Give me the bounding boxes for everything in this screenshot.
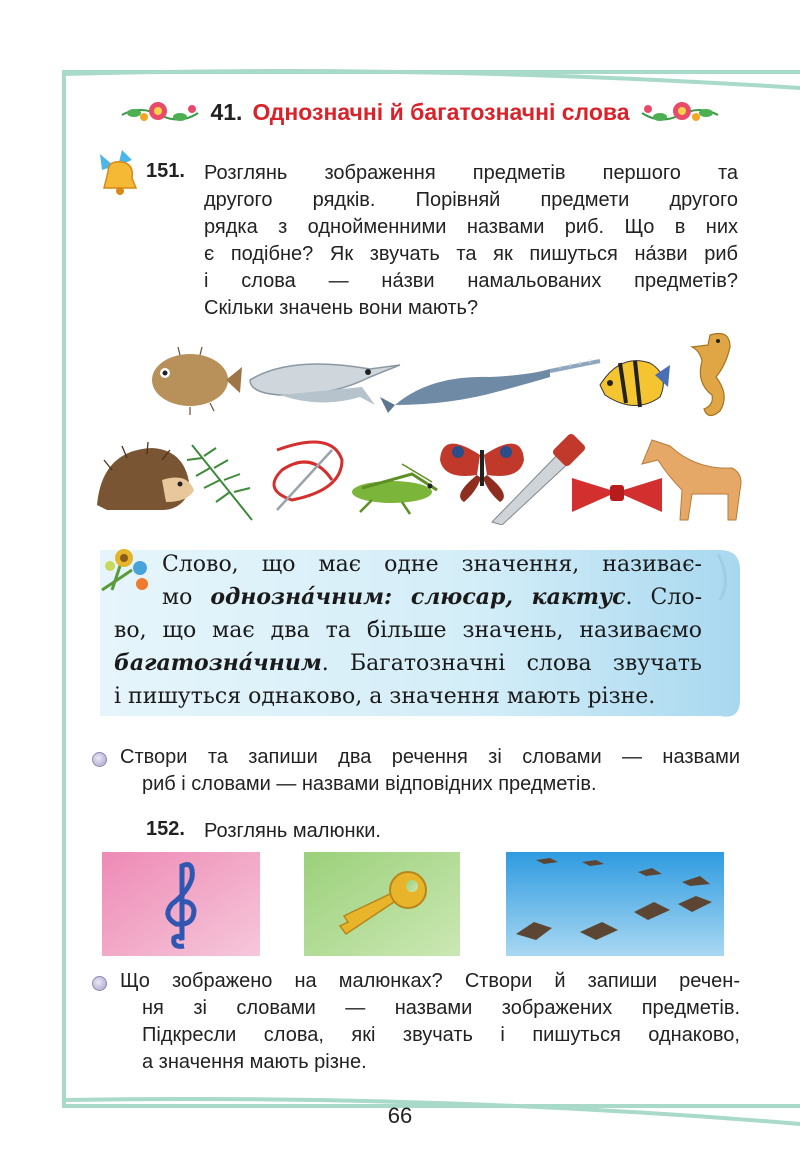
text-line: Підкресли слова, які звучать і пишуться однаково, bbox=[142, 1024, 740, 1046]
bullet-icon bbox=[92, 976, 107, 991]
bow-tie-icon bbox=[572, 478, 662, 512]
task-152-number: 152. bbox=[146, 818, 185, 840]
lesson-number: 41. bbox=[210, 98, 243, 125]
rule-fragment: : bbox=[384, 584, 411, 610]
text-line: Скільки значень вони мають? bbox=[204, 297, 479, 319]
bullet-1-text bbox=[120, 744, 740, 798]
rule-fragment: . Сло- bbox=[625, 585, 703, 610]
text-line: а значення мають різне. bbox=[142, 1051, 367, 1073]
key-icon bbox=[304, 852, 460, 956]
page-number: 66 bbox=[387, 1103, 413, 1128]
rule-line bbox=[114, 581, 702, 614]
floral-ornament-icon bbox=[120, 97, 200, 127]
rule-text bbox=[114, 548, 702, 713]
bell-icon bbox=[92, 148, 144, 196]
text-line: рядка з однойменними назвами риб. Що в них bbox=[204, 216, 738, 238]
seahorse-icon bbox=[692, 334, 730, 416]
rule-line bbox=[114, 647, 702, 680]
fish-row bbox=[130, 325, 750, 425]
task-152-text: Розглянь малюнки. bbox=[204, 820, 381, 842]
task-151-text bbox=[204, 160, 738, 322]
fish-puffer-icon bbox=[152, 347, 242, 415]
lesson-title: Однозначні й багатозначні слова bbox=[252, 98, 630, 125]
fir-branch-icon bbox=[187, 445, 252, 520]
rule-line: Слово, що має одне значення, називає- bbox=[162, 552, 702, 577]
bullet-icon bbox=[92, 752, 107, 767]
text-line: риб і словами — назвами відповідних предметів. bbox=[142, 773, 597, 795]
text-line: другого рядків. Порівняй предмети другого bbox=[204, 189, 738, 211]
butterfly-icon bbox=[440, 444, 524, 502]
rule-examples: слюсар, кактус bbox=[410, 584, 626, 610]
text-line: є подібне? Як звучать та як пишуться на́зви риб bbox=[204, 243, 738, 265]
objects-row bbox=[92, 430, 742, 525]
bullet-2-text bbox=[120, 968, 740, 1076]
fish-needlefish-icon bbox=[250, 364, 400, 405]
task-151-number: 151. bbox=[146, 160, 185, 182]
rule-fragment: мо bbox=[162, 585, 211, 610]
grasshopper-icon bbox=[352, 464, 437, 514]
lesson-heading bbox=[80, 92, 760, 132]
term-polysemous: багатозна́чним bbox=[114, 650, 322, 676]
text-line: і слова — на́зви намальованих предметів? bbox=[204, 270, 738, 292]
fish-butterflyfish-icon bbox=[600, 361, 670, 407]
text-line: Розглянь зображення предметів першого та bbox=[204, 162, 738, 184]
rule-line: і пишуться однаково, а значення мають різне. bbox=[114, 684, 656, 709]
hedgehog-icon bbox=[97, 442, 194, 510]
text-line: ня зі словами — назвами зображених предметів. bbox=[142, 997, 740, 1019]
needle-thread-icon bbox=[274, 442, 342, 510]
term-unambiguous: однозна́чним bbox=[210, 584, 385, 610]
treble-clef-icon bbox=[102, 852, 260, 956]
floral-ornament-icon bbox=[640, 97, 720, 127]
text-line: Що зображено на малюнках? Створи й запиши речен- bbox=[120, 970, 740, 992]
rule-fragment: . Багатозначні слова звучать bbox=[321, 651, 702, 676]
fish-sawfish-icon bbox=[380, 359, 600, 413]
flying-geese-icon bbox=[506, 852, 724, 956]
rule-line: во, що має два та більше значень, називаємо bbox=[114, 618, 702, 643]
text-line: Створи та запиши два речення зі словами — назвами bbox=[120, 746, 740, 768]
